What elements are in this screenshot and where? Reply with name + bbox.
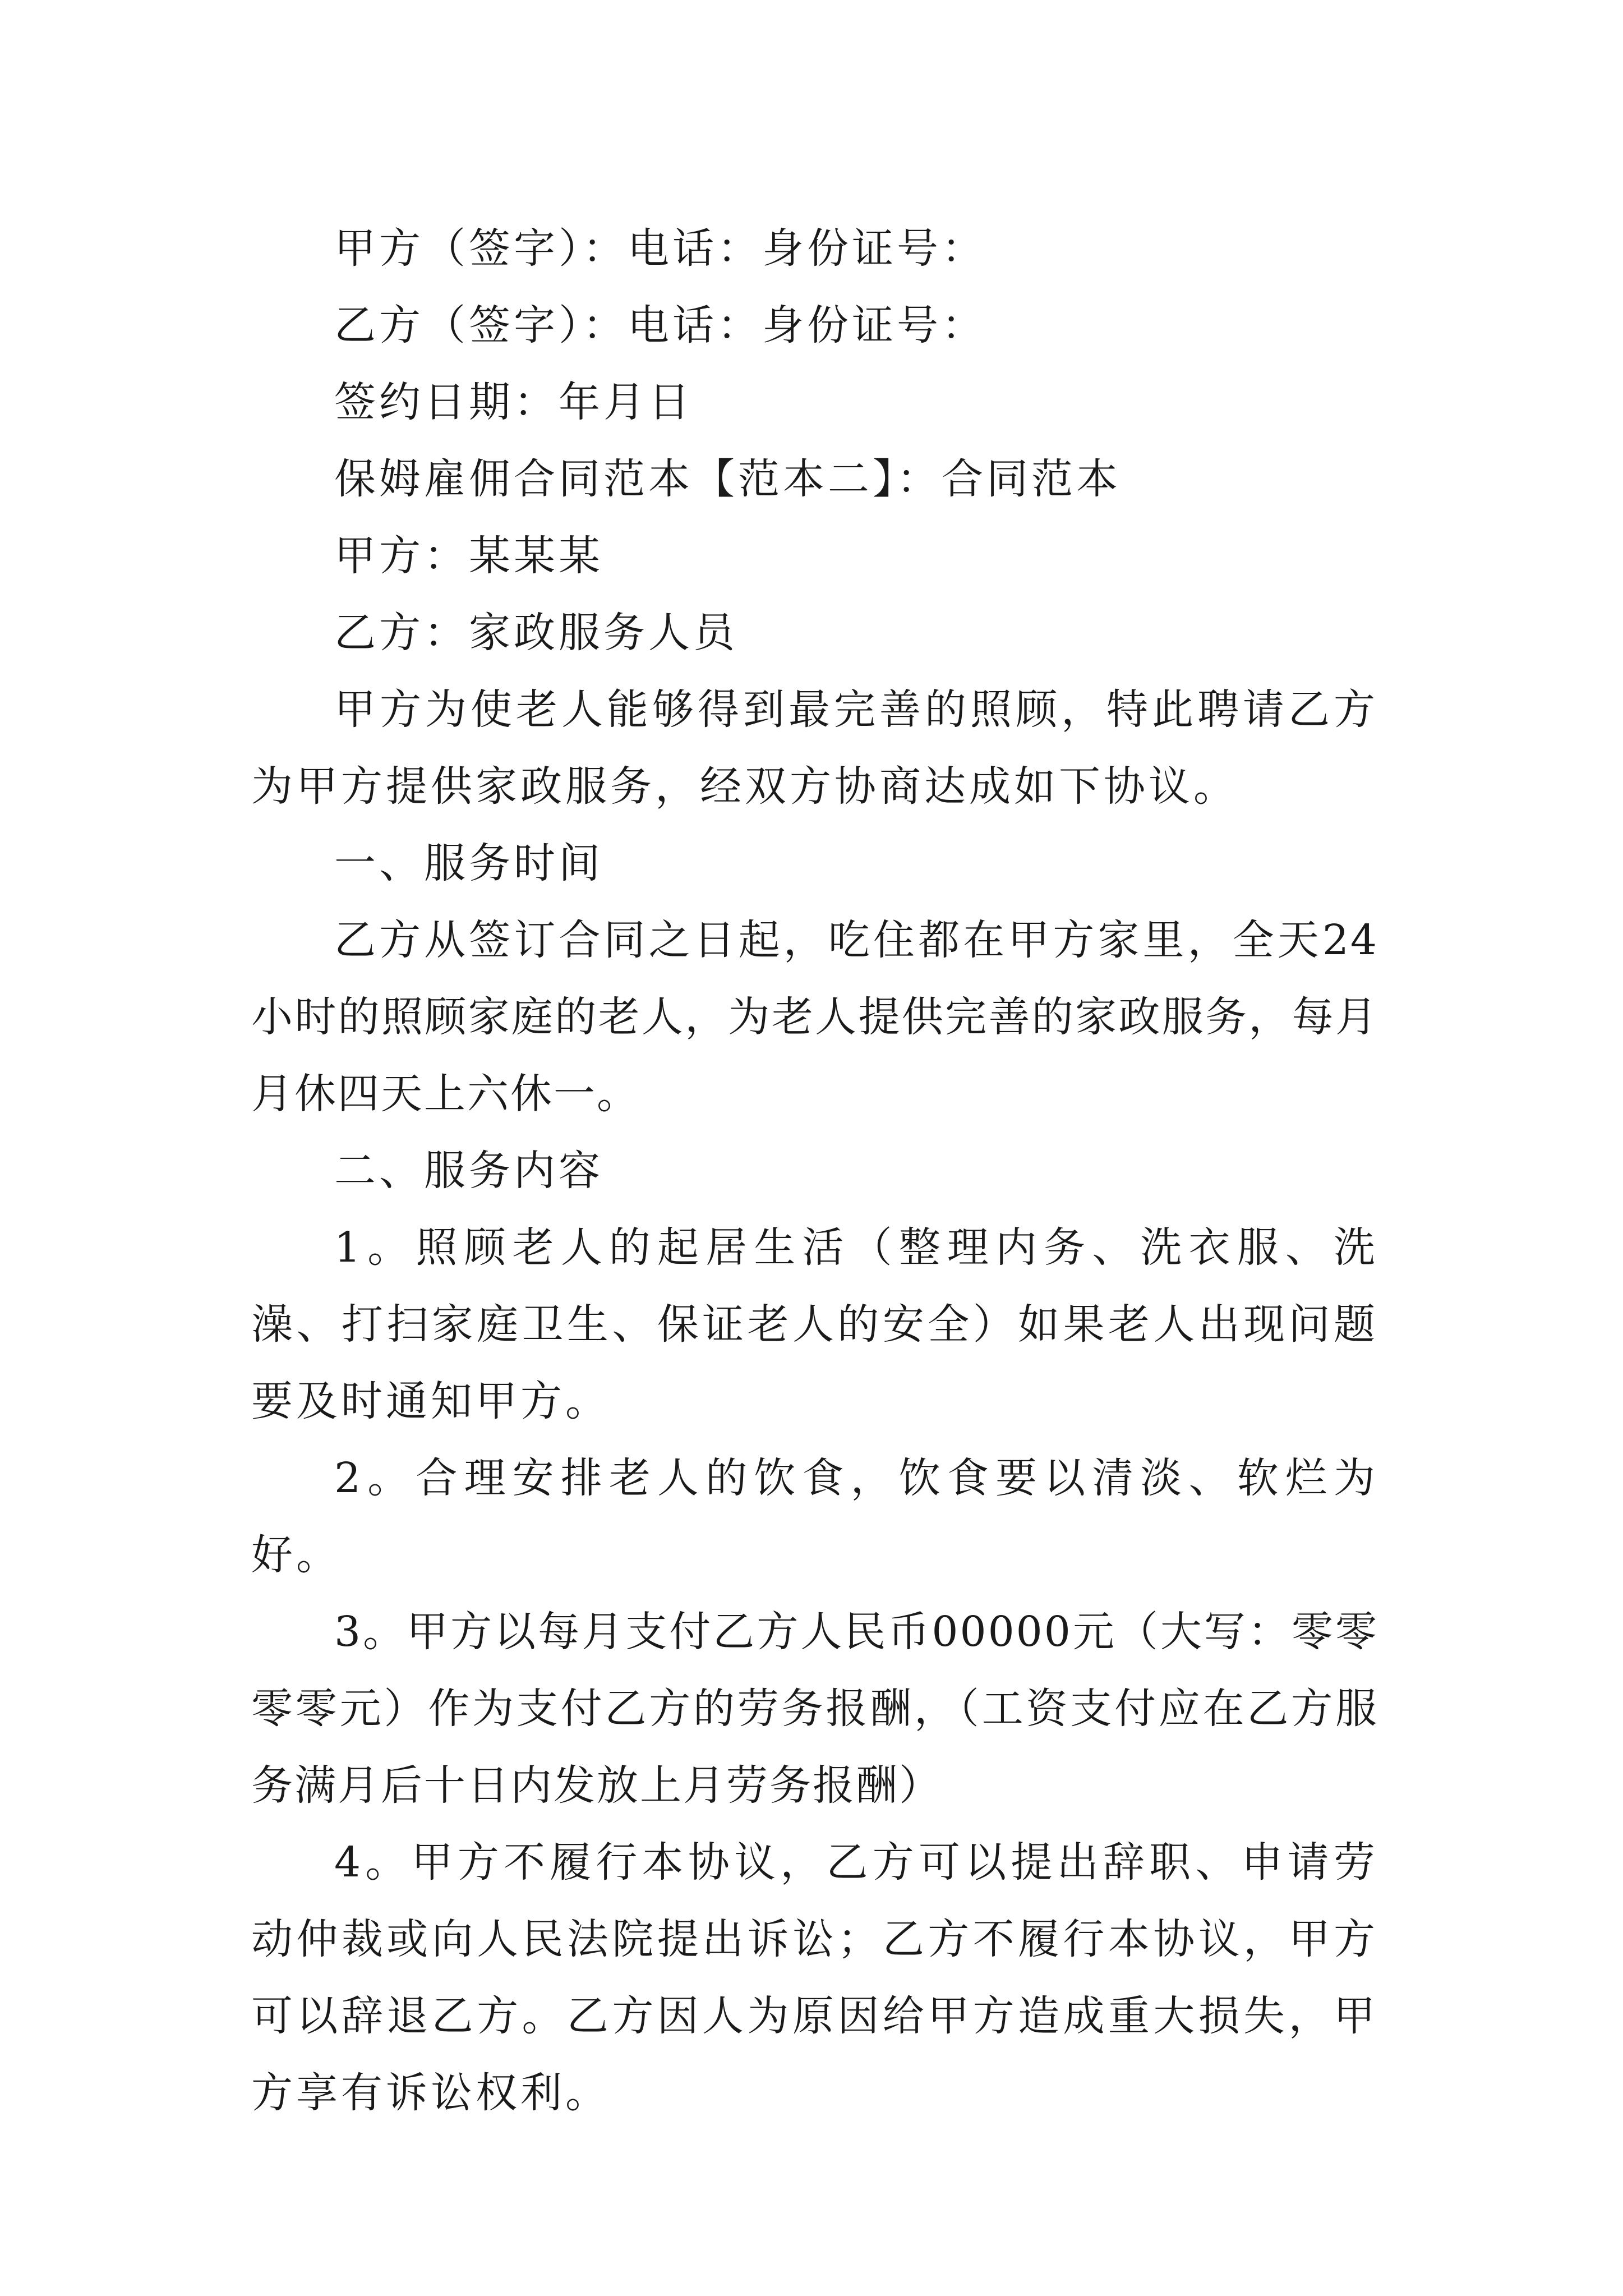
clause-3: 3。甲方以每月支付乙方人民币00000元（大写：零零零零元）作为支付乙方的劳务报酬，（工资支付应在乙方服务满月后十日内发放上月劳务报酬）	[251, 1608, 1378, 1810]
document-body	[251, 210, 1378, 2132]
service-time-paragraph: 乙方从签订合同之日起，吃住都在甲方家里，全天24小时的照顾家庭的老人，为老人提供完善的家政服务，每月月休四天上六休一。	[251, 916, 1378, 1118]
party-b-signature-line: 乙方（签字）：电话：身份证号：	[334, 301, 986, 349]
party-a-line: 甲方：某某某	[334, 532, 603, 580]
section-heading-service-content: 二、服务内容	[334, 1147, 603, 1195]
clause-2: 2。合理安排老人的饮食，饮食要以清淡、软烂为好。	[251, 1454, 1378, 1579]
clause-4: 4。甲方不履行本协议，乙方可以提出辞职、申请劳动仲裁或向人民法院提出诉讼；乙方不履行本协议，甲方可以辞退乙方。乙方因人为原因给甲方造成重大损失，甲方享有诉讼权利。	[251, 1838, 1378, 2117]
clause-1: 1。照顾老人的起居生活（整理内务、洗衣服、洗澡、打扫家庭卫生、保证老人的安全）如果老人出现问题要及时通知甲方。	[251, 1223, 1378, 1425]
preamble-paragraph: 甲方为使老人能够得到最完善的照顾，特此聘请乙方为甲方提供家政服务，经双方协商达成如下协议。	[251, 685, 1378, 811]
section-heading-service-time: 一、服务时间	[334, 839, 603, 887]
contract-title: 保姆雇佣合同范本【范本二】：合同范本	[334, 455, 1121, 503]
signing-date-line: 签约日期：年月日	[334, 378, 693, 426]
party-b-line: 乙方：家政服务人员	[334, 609, 738, 657]
party-a-signature-line: 甲方（签字）：电话：身份证号：	[334, 224, 986, 273]
